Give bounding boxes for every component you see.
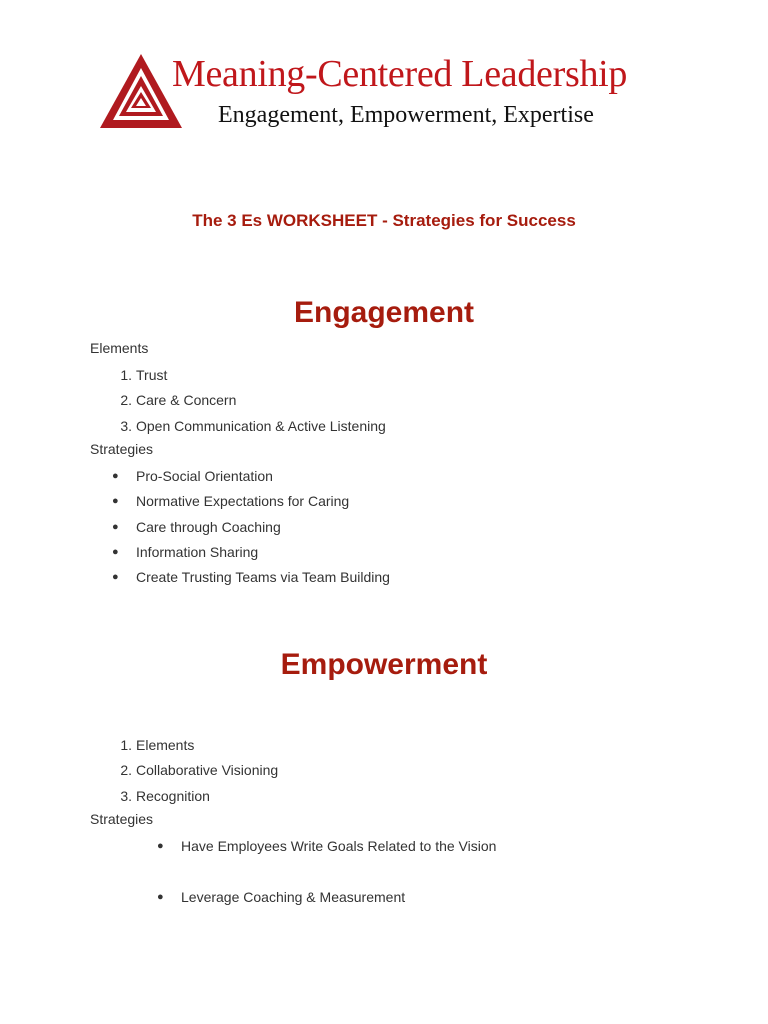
bullet-icon: ● bbox=[112, 545, 119, 558]
list-item: ● Information Sharing bbox=[112, 543, 259, 560]
bullet-icon: ● bbox=[112, 571, 119, 584]
engagement-heading: Engagement bbox=[293, 296, 475, 329]
engagement-strategies-label: Strategies bbox=[90, 441, 154, 457]
list-item: ● Normative Expectations for Caring bbox=[112, 493, 350, 510]
engagement-elements-label: Elements bbox=[90, 340, 149, 356]
brand-title: Meaning-Centered Leadership bbox=[172, 53, 628, 95]
brand-header bbox=[96, 50, 656, 140]
list-item: 1. Trust bbox=[120, 367, 168, 383]
empowerment-strategies-label: Strategies bbox=[90, 811, 154, 827]
engagement-elements-list bbox=[120, 365, 386, 441]
bullet-icon: ● bbox=[157, 891, 164, 903]
brand-subtitle: Engagement, Empowerment, Expertise bbox=[218, 102, 594, 128]
empowerment-list bbox=[120, 735, 279, 811]
empowerment-heading: Empowerment bbox=[280, 648, 488, 681]
bullet-icon: ● bbox=[157, 840, 164, 852]
engagement-strategies-list bbox=[112, 466, 390, 592]
bullet-icon: ● bbox=[112, 495, 119, 508]
list-item: ● Pro-Social Orientation bbox=[112, 468, 273, 484]
list-item: 3. Recognition bbox=[120, 787, 210, 804]
list-item: 1. Elements bbox=[120, 737, 195, 753]
bullet-icon: ● bbox=[112, 470, 119, 482]
list-item: ● Create Trusting Teams via Team Building bbox=[112, 569, 390, 586]
empowerment-strategies-list bbox=[157, 836, 497, 912]
list-item: 2. Collaborative Visioning bbox=[120, 762, 279, 779]
list-item: 3. Open Communication & Active Listening bbox=[120, 417, 386, 434]
list-item: ● Care through Coaching bbox=[112, 518, 281, 535]
bullet-icon: ● bbox=[112, 520, 119, 533]
list-item: ● Leverage Coaching & Measurement bbox=[157, 889, 406, 905]
worksheet-title: The 3 Es WORKSHEET - Strategies for Success bbox=[192, 211, 576, 230]
list-item: 2. Care & Concern bbox=[120, 392, 237, 409]
list-item: ● Have Employees Write Goals Related to the Vision bbox=[157, 838, 497, 854]
